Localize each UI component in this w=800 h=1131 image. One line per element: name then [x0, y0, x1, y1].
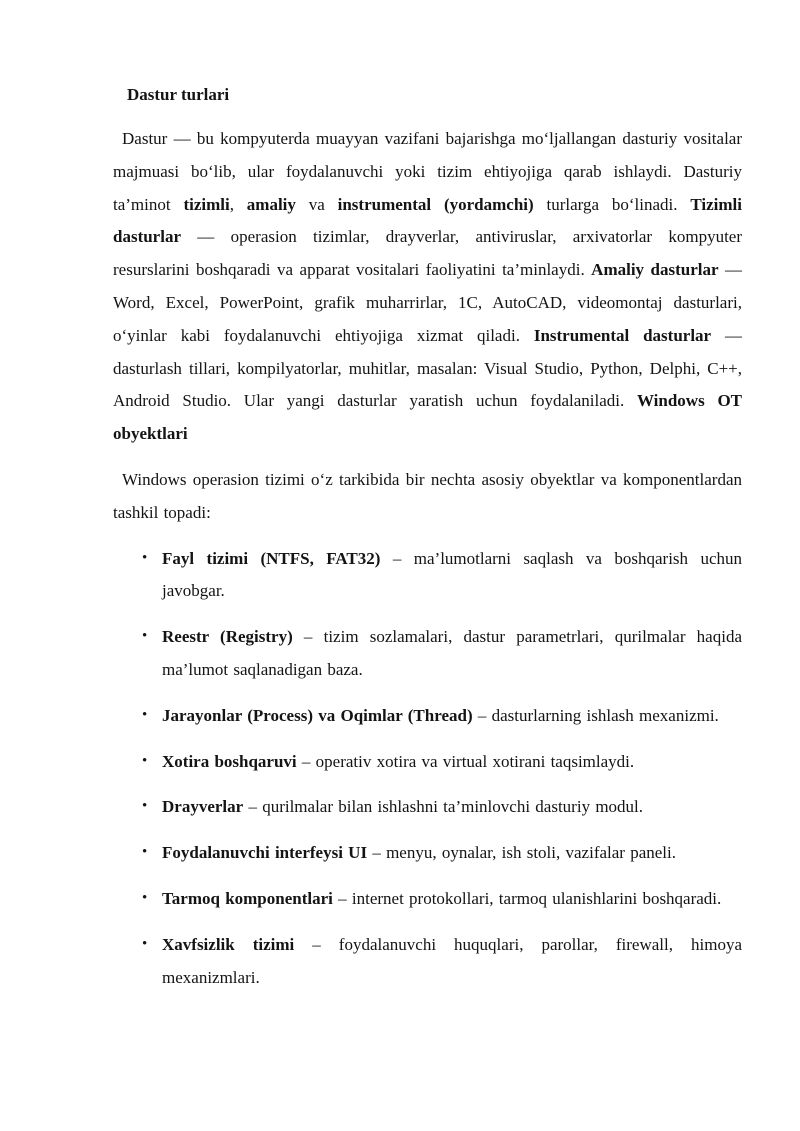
page-title: Dastur turlari [127, 85, 230, 104]
bullet-icon: • [142, 935, 148, 952]
list-item [113, 883, 742, 916]
bold-text-run: Amaliy dasturlar [591, 260, 719, 280]
bold-text-run: Drayverlar [162, 797, 244, 817]
list-item [113, 929, 742, 995]
text-run: — operasion tizimlar, drayverlar, antiviruslar, arxivatorlar kompyuter resurslarini boshqaradi va apparat vositalari faoliyatini ta’minlaydi. [113, 227, 742, 280]
bold-text-run: tizimli [183, 194, 230, 214]
text-run: – ma’lumotlarni saqlash va boshqarish uchun javobgar. [162, 548, 742, 601]
text-run: va [295, 194, 338, 214]
bold-text-run: Fayl tizimi (NTFS, FAT32) [162, 548, 381, 568]
list-item-text [162, 935, 742, 987]
bullet-icon: • [142, 549, 148, 566]
bold-text-run: Windows OT obyektlari [113, 391, 743, 444]
bullet-icon: • [142, 844, 148, 861]
text-run: – tizim sozlamalari, dastur parametrlari, qurilmalar haqida ma’lumot saqlanadigan baza. [162, 627, 742, 679]
list-item [113, 700, 742, 733]
text-run: – menyu, oynalar, ish stoli, vazifalar paneli. [367, 843, 676, 863]
bullet-icon: • [142, 706, 148, 723]
paragraph [113, 464, 742, 530]
bullet-icon: • [142, 752, 148, 769]
bullet-list [113, 543, 742, 995]
bold-text-run: Tarmoq komponentlari [162, 888, 333, 908]
list-item [113, 791, 742, 824]
text-run: – internet protokollari, tarmoq ulanishlarini boshqaradi. [332, 888, 722, 908]
bold-text-run: amaliy [246, 194, 296, 214]
bold-text-run: Reestr (Registry) [162, 627, 293, 647]
text-run: – operativ xotira va virtual xotirani taqsimlaydi. [296, 751, 635, 771]
list-item-text [162, 889, 721, 908]
bullet-icon: • [142, 628, 148, 645]
list-item-text [162, 627, 742, 679]
text-run: — Word, Excel, PowerPoint, grafik muharrirlar, 1C, AutoCAD, videomontaj dasturlari, o‘yinlar kabi foydalanuvchi ehtiyojiga xizmat qiladi. [113, 260, 742, 345]
bullet-icon: • [142, 889, 148, 906]
bullet-icon: • [142, 798, 148, 815]
bold-text-run: Xotira boshqaruvi [162, 751, 297, 771]
list-item [113, 543, 742, 609]
list-item-text [162, 797, 643, 816]
text-run: — dasturlash tillari, kompilyatorlar, muhitlar, masalan: Visual Studio, Python, Delphi, C++, Android Studio. Ular yangi dasturlar yaratish uchun foydalaniladi. [113, 325, 742, 411]
bold-text-run: Foydalanuvchi interfeysi UI [162, 843, 368, 863]
list-item-text [162, 752, 634, 771]
list-item-text [162, 549, 742, 601]
text-run: – qurilmalar bilan ishlashni ta’minlovchi dasturiy modul. [243, 797, 644, 817]
list-item-text [162, 843, 676, 862]
body-paragraphs [113, 123, 742, 530]
text-run: Windows operasion tizimi o‘z tarkibida bir nechta asosiy obyektlar va komponentlardan tashkil topadi: [113, 469, 742, 522]
text-run: , [229, 194, 247, 214]
list-item [113, 621, 742, 687]
list-item [113, 746, 742, 779]
list-item-text [162, 706, 719, 725]
bold-text-run: Xavfsizlik tizimi [162, 934, 295, 954]
paragraph [113, 123, 742, 451]
bold-text-run: Tizimli dasturlar [113, 194, 742, 247]
text-run: turlarga bo‘linadi. [533, 194, 691, 214]
bold-text-run: Instrumental dasturlar [533, 325, 712, 345]
list-item [113, 837, 742, 870]
bold-text-run: Jarayonlar (Process) va Oqimlar (Thread) [162, 705, 473, 725]
bold-text-run: instrumental (yordamchi) [337, 194, 534, 214]
text-run: – foydalanuvchi huquqlari, parollar, firewall, himoya mexanizmlari. [162, 934, 742, 987]
text-run: Dastur — bu kompyuterda muayyan vazifani bajarishga mo‘ljallangan dasturiy vositalar majmuasi bo‘lib, ular foydalanuvchi yoki tizim ehtiyojiga qarab ishlaydi. Dasturiy ta’minot [113, 129, 742, 214]
text-run: – dasturlarning ishlash mexanizmi. [472, 705, 719, 725]
